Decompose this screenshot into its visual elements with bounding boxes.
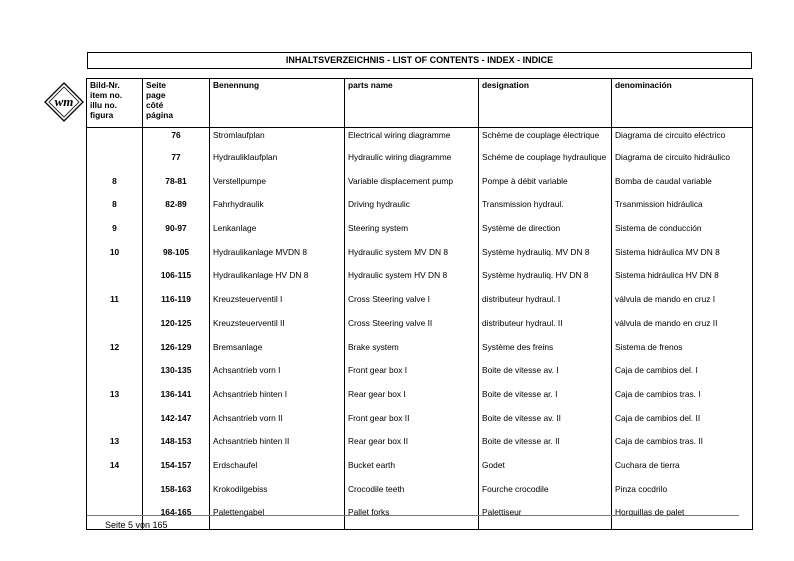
french-name: distributeur hydraul. I	[479, 292, 612, 316]
german-name: Achsantrieb hinten II	[210, 434, 345, 458]
spanish-name: Horquillas de palet	[612, 505, 753, 529]
english-name: Driving hydraulic	[345, 197, 479, 221]
page-range: 126-129	[143, 340, 210, 364]
french-name: Schéme de couplage électrique	[479, 128, 612, 151]
page-range: 77	[143, 150, 210, 174]
english-name: Hydraulic wiring diagramme	[345, 150, 479, 174]
french-name: Boite de vitesse ar. I	[479, 387, 612, 411]
english-name: Brake system	[345, 340, 479, 364]
table-header-row	[87, 79, 753, 128]
english-name: Crocodile teeth	[345, 482, 479, 506]
page-range: 116-119	[143, 292, 210, 316]
item-number: 14	[87, 458, 143, 482]
table-row	[87, 387, 753, 411]
page-range: 76	[143, 128, 210, 151]
english-name: Front gear box II	[345, 411, 479, 435]
spanish-name: Diagrama de circuito hidráulico	[612, 150, 753, 174]
table-row	[87, 482, 753, 506]
french-name: Système de direction	[479, 221, 612, 245]
german-name: Achsantrieb vorn II	[210, 411, 345, 435]
item-number	[87, 150, 143, 174]
spanish-name: Pinza cocdrilo	[612, 482, 753, 506]
page-range: 148-153	[143, 434, 210, 458]
german-name: Palettengabel	[210, 505, 345, 529]
french-name: Système des freins	[479, 340, 612, 364]
svg-text:wm: wm	[54, 94, 74, 109]
item-number: 9	[87, 221, 143, 245]
table-row	[87, 458, 753, 482]
document-title: INHALTSVERZEICHNIS - LIST OF CONTENTS - INDEX - INDICE	[87, 52, 752, 69]
french-name: Transmission hydraul.	[479, 197, 612, 221]
spanish-name: Trsanmission hidráulica	[612, 197, 753, 221]
wm-logo-icon	[44, 82, 84, 122]
table-row	[87, 268, 753, 292]
spanish-name: Sistema hidráulica MV DN 8	[612, 245, 753, 269]
page-range: 158-163	[143, 482, 210, 506]
german-name: Stromlaufplan	[210, 128, 345, 151]
english-name: Front gear box I	[345, 363, 479, 387]
french-name: Palettiseur	[479, 505, 612, 529]
french-name: Pompe à débit variable	[479, 174, 612, 198]
header-parts-name: parts name	[345, 79, 479, 128]
spanish-name: Caja de cambios tras. I	[612, 387, 753, 411]
page-range: 130-135	[143, 363, 210, 387]
item-number: 8	[87, 197, 143, 221]
page-range: 106-115	[143, 268, 210, 292]
item-number	[87, 411, 143, 435]
spanish-name: Sistema de conducción	[612, 221, 753, 245]
page-range: 98-105	[143, 245, 210, 269]
item-number	[87, 482, 143, 506]
table-row	[87, 128, 753, 151]
item-number: 12	[87, 340, 143, 364]
spanish-name: Sistema de frenos	[612, 340, 753, 364]
french-name: Schéme de couplage hydraulique	[479, 150, 612, 174]
table-row	[87, 340, 753, 364]
german-name: Kreuzsteuerventil I	[210, 292, 345, 316]
french-name: Godet	[479, 458, 612, 482]
header-benennung: Benennung	[210, 79, 345, 128]
english-name: Cross Steering valve II	[345, 316, 479, 340]
german-name: Achsantrieb vorn I	[210, 363, 345, 387]
page-range: 90-97	[143, 221, 210, 245]
spanish-name: Caja de cambios tras. II	[612, 434, 753, 458]
french-name: distributeur hydraul. II	[479, 316, 612, 340]
english-name: Rear gear box I	[345, 387, 479, 411]
english-name: Hydraulic system HV DN 8	[345, 268, 479, 292]
spanish-name: Cuchara de tierra	[612, 458, 753, 482]
page-range: 78-81	[143, 174, 210, 198]
item-number: 8	[87, 174, 143, 198]
english-name: Electrical wiring diagramme	[345, 128, 479, 151]
contents-table	[86, 78, 753, 530]
french-name: Boite de vitesse ar. II	[479, 434, 612, 458]
item-number: 11	[87, 292, 143, 316]
table-row	[87, 174, 753, 198]
english-name: Bucket earth	[345, 458, 479, 482]
page-range: 136-141	[143, 387, 210, 411]
french-name: Système hydrauliq. HV DN 8	[479, 268, 612, 292]
german-name: Krokodilgebiss	[210, 482, 345, 506]
french-name: Système hydrauliq. MV DN 8	[479, 245, 612, 269]
french-name: Boite de vitesse av. II	[479, 411, 612, 435]
table-row	[87, 197, 753, 221]
spanish-name: Sistema hidráulica HV DN 8	[612, 268, 753, 292]
english-name: Steering system	[345, 221, 479, 245]
item-number	[87, 363, 143, 387]
table-row	[87, 292, 753, 316]
french-name: Boite de vitesse av. I	[479, 363, 612, 387]
german-name: Hydraulikanlage HV DN 8	[210, 268, 345, 292]
table-row	[87, 363, 753, 387]
german-name: Kreuzsteuerventil II	[210, 316, 345, 340]
item-number: 13	[87, 387, 143, 411]
english-name: Cross Steering valve I	[345, 292, 479, 316]
spanish-name: Caja de cambios del. II	[612, 411, 753, 435]
german-name: Hydraulikanlage MVDN 8	[210, 245, 345, 269]
german-name: Erdschaufel	[210, 458, 345, 482]
german-name: Hydrauliklaufplan	[210, 150, 345, 174]
table-row	[87, 434, 753, 458]
item-number	[87, 268, 143, 292]
english-name: Variable displacement pump	[345, 174, 479, 198]
german-name: Verstellpumpe	[210, 174, 345, 198]
table-row	[87, 316, 753, 340]
page-range: 120-125	[143, 316, 210, 340]
table-row	[87, 245, 753, 269]
spanish-name: válvula de mando en cruz I	[612, 292, 753, 316]
spanish-name: Bomba de caudal variable	[612, 174, 753, 198]
header-seite: Seite page côté página	[143, 79, 210, 128]
table-row	[87, 150, 753, 174]
header-bild-nr: Bild-Nr. item no. illu no. figura	[87, 79, 143, 128]
item-number: 10	[87, 245, 143, 269]
item-number	[87, 316, 143, 340]
header-denominacion: denominación	[612, 79, 753, 128]
spanish-name: Caja de cambios del. I	[612, 363, 753, 387]
page-footer: Seite 5 von 165	[105, 520, 168, 530]
spanish-name: Diagrama de circuito eléctrico	[612, 128, 753, 151]
footer-divider	[87, 515, 739, 516]
item-number: 13	[87, 434, 143, 458]
page-range: 154-157	[143, 458, 210, 482]
item-number	[87, 128, 143, 151]
spanish-name: válvula de mando en cruz II	[612, 316, 753, 340]
english-name: Pallet forks	[345, 505, 479, 529]
page-range: 142-147	[143, 411, 210, 435]
english-name: Hydraulic system MV DN 8	[345, 245, 479, 269]
german-name: Fahrhydraulik	[210, 197, 345, 221]
german-name: Bremsanlage	[210, 340, 345, 364]
english-name: Rear gear box II	[345, 434, 479, 458]
german-name: Achsantrieb hinten I	[210, 387, 345, 411]
header-designation: designation	[479, 79, 612, 128]
table-row	[87, 221, 753, 245]
page-range: 82-89	[143, 197, 210, 221]
page-range: 164-165	[143, 505, 210, 529]
table-row	[87, 411, 753, 435]
german-name: Lenkanlage	[210, 221, 345, 245]
table-row	[87, 505, 753, 529]
french-name: Fourche crocodile	[479, 482, 612, 506]
